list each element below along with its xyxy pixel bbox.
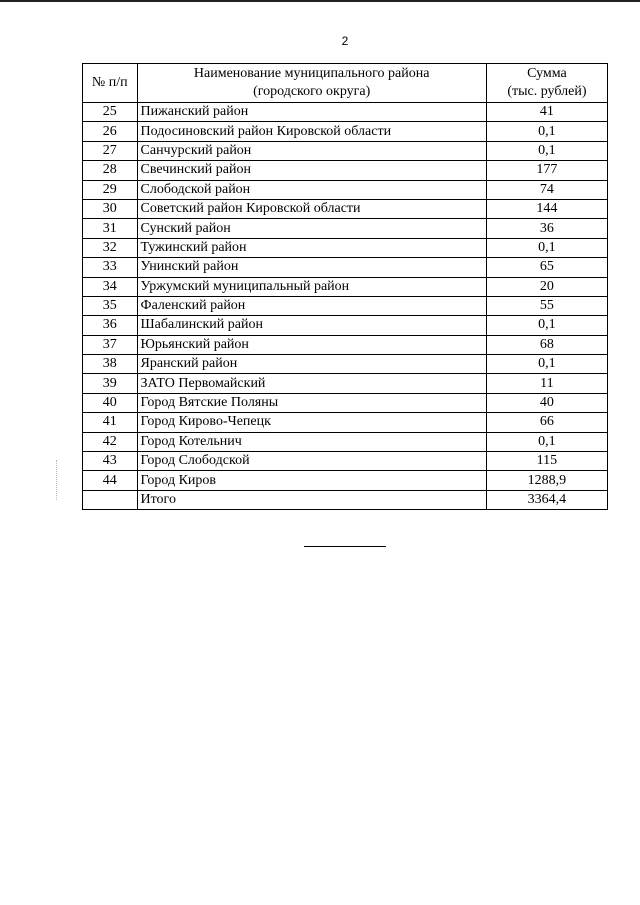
footer-separator-line (304, 546, 386, 547)
table-body (83, 103, 608, 491)
table-total-row (83, 490, 608, 509)
row-sum: 144 (486, 199, 607, 218)
row-name: Подосиновский район Кировской области (137, 122, 486, 141)
table-row (83, 277, 608, 296)
table-row (83, 393, 608, 412)
total-sum: 3364,4 (486, 490, 607, 509)
row-sum: 74 (486, 180, 607, 199)
row-name: Яранский район (137, 355, 486, 374)
row-num: 35 (83, 296, 138, 315)
table-row (83, 374, 608, 393)
total-num-cell (83, 490, 138, 509)
row-name: Советский район Кировской области (137, 199, 486, 218)
row-num: 42 (83, 432, 138, 451)
table-row (83, 413, 608, 432)
table-row (83, 432, 608, 451)
table-row (83, 258, 608, 277)
table-row (83, 122, 608, 141)
row-name: Город Кирово-Чепецк (137, 413, 486, 432)
table-row (83, 141, 608, 160)
table-row (83, 296, 608, 315)
row-name: Город Котельнич (137, 432, 486, 451)
row-num: 30 (83, 199, 138, 218)
table-row (83, 316, 608, 335)
row-sum: 1288,9 (486, 471, 607, 490)
margin-scan-artifact (56, 460, 58, 500)
table-row (83, 452, 608, 471)
header-sum-line1: Сумма (527, 66, 567, 81)
header-num: № п/п (83, 64, 138, 103)
row-sum: 0,1 (486, 432, 607, 451)
row-name: ЗАТО Первомайский (137, 374, 486, 393)
row-num: 37 (83, 335, 138, 354)
row-name: Город Киров (137, 471, 486, 490)
header-sum-line2: (тыс. рублей) (507, 84, 587, 99)
total-label: Итого (137, 490, 486, 509)
row-sum: 0,1 (486, 316, 607, 335)
row-num: 29 (83, 180, 138, 199)
row-num: 34 (83, 277, 138, 296)
row-name: Уржумский муниципальный район (137, 277, 486, 296)
row-num: 27 (83, 141, 138, 160)
table-row (83, 161, 608, 180)
row-num: 33 (83, 258, 138, 277)
row-sum: 65 (486, 258, 607, 277)
header-name-line1: Наименование муниципального района (193, 66, 430, 81)
row-sum: 41 (486, 103, 607, 122)
row-name: Фаленский район (137, 296, 486, 315)
page-number: 2 (341, 34, 349, 48)
row-num: 31 (83, 219, 138, 238)
row-num: 40 (83, 393, 138, 412)
row-sum: 55 (486, 296, 607, 315)
row-name: Сунский район (137, 219, 486, 238)
row-sum: 40 (486, 393, 607, 412)
table-row (83, 335, 608, 354)
header-name (137, 64, 486, 103)
row-num: 36 (83, 316, 138, 335)
row-num: 25 (83, 103, 138, 122)
row-sum: 20 (486, 277, 607, 296)
row-num: 28 (83, 161, 138, 180)
row-name: Город Слободской (137, 452, 486, 471)
row-name: Свечинский район (137, 161, 486, 180)
row-name: Тужинский район (137, 238, 486, 257)
table-row (83, 219, 608, 238)
row-sum: 0,1 (486, 238, 607, 257)
row-sum: 66 (486, 413, 607, 432)
row-name: Пижанский район (137, 103, 486, 122)
table-header-row (83, 64, 608, 103)
table-row (83, 199, 608, 218)
row-num: 38 (83, 355, 138, 374)
row-name: Город Вятские Поляны (137, 393, 486, 412)
row-sum: 36 (486, 219, 607, 238)
row-num: 44 (83, 471, 138, 490)
row-name: Шабалинский район (137, 316, 486, 335)
row-name: Слободской район (137, 180, 486, 199)
row-name: Санчурский район (137, 141, 486, 160)
header-sum (486, 64, 607, 103)
row-sum: 115 (486, 452, 607, 471)
table-row (83, 471, 608, 490)
row-num: 39 (83, 374, 138, 393)
table-row (83, 103, 608, 122)
row-sum: 11 (486, 374, 607, 393)
row-num: 43 (83, 452, 138, 471)
row-sum: 0,1 (486, 355, 607, 374)
row-name: Унинский район (137, 258, 486, 277)
row-num: 41 (83, 413, 138, 432)
row-num: 26 (83, 122, 138, 141)
header-name-line2: (городского округа) (253, 84, 371, 99)
row-sum: 68 (486, 335, 607, 354)
row-name: Юрьянский район (137, 335, 486, 354)
row-num: 32 (83, 238, 138, 257)
row-sum: 177 (486, 161, 607, 180)
allocation-table (82, 63, 608, 510)
row-sum: 0,1 (486, 122, 607, 141)
table-row (83, 238, 608, 257)
row-sum: 0,1 (486, 141, 607, 160)
table-row (83, 180, 608, 199)
top-border-line (0, 0, 640, 2)
table-row (83, 355, 608, 374)
